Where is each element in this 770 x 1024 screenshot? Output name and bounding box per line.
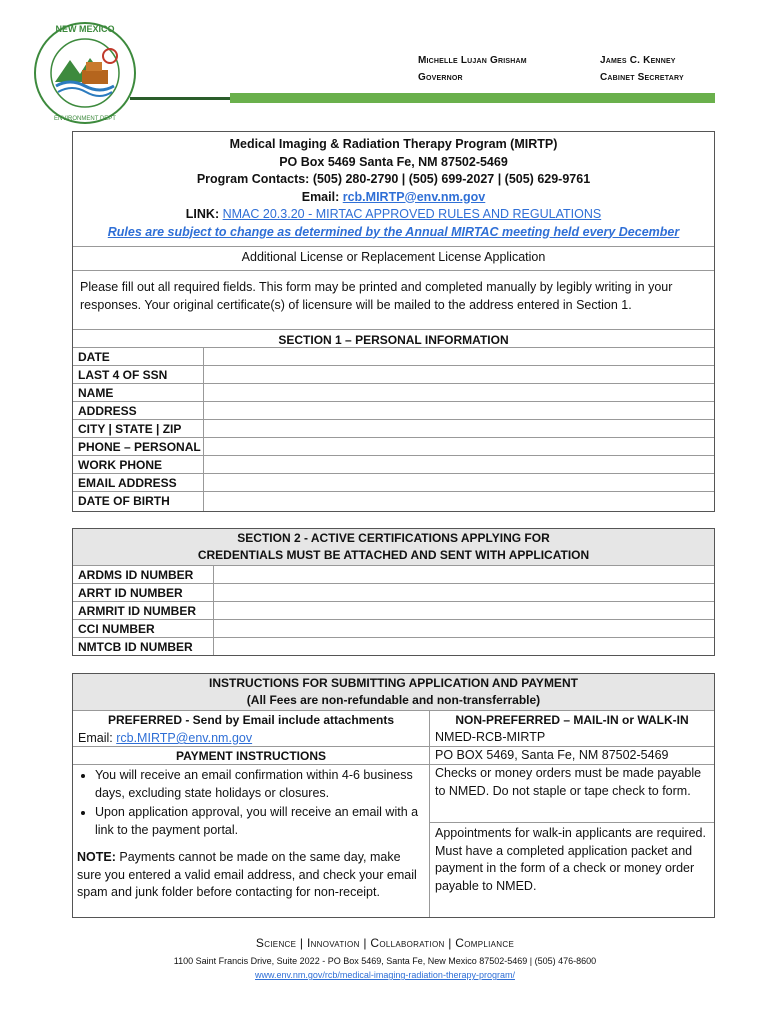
payment-bullet: • Upon application approval, you will receive an email with a link to the payment portal. [95,804,422,839]
payment-bullet: • You will receive an email confirmation within 4-6 business days, excluding state holidays or closures. [95,767,422,802]
section2-row [73,565,714,584]
section2-row [73,601,714,620]
payment-note [77,849,422,902]
section1-field-label: DATE [78,350,110,364]
section1-row [73,437,714,456]
section1-field-input[interactable] [204,492,714,510]
section1-heading: SECTION 1 – PERSONAL INFORMATION [73,329,714,348]
section1-field-label: PHONE – PERSONAL [78,440,201,454]
program-link-line [73,206,714,224]
footer-address: 1100 Saint Francis Drive, Suite 2022 - PO Box 5469, Santa Fe, New Mexico 87502-5469 | (505) 476-8600 [173,956,597,966]
section1-field-label: ADDRESS [78,404,137,418]
walkin-note: Appointments for walk-in applicants are required. Must have a completed application packet and payment in the form of a check or money order payable to NMED. [435,826,706,893]
payment-instructions [77,767,422,902]
section2-field-label: CCI NUMBER [78,622,155,636]
section1-row [73,347,714,366]
program-email-line [73,189,714,207]
nonpreferred-heading: NON-PREFERRED – MAIL-IN or WALK-IN [430,710,714,729]
section2-row [73,637,714,656]
footer-pillar: Collaboration [370,936,445,950]
section1-field-label: WORK PHONE [78,458,162,472]
nmed-logo [30,18,140,128]
program-title: Medical Imaging & Radiation Therapy Program (MIRTP) [229,137,558,151]
section1-field-input[interactable] [204,348,714,366]
instructions-heading-line2: (All Fees are non-refundable and non-transferrable) [246,693,541,707]
preferred-email-link[interactable]: rcb.MIRTP@env.nm.gov [116,731,253,745]
payment-note-text: Payments cannot be made on the same day, make sure you entered a valid email address, and check your email spam and junk folder before contacting for non-receipt. [77,850,417,899]
section2-field-input[interactable] [214,638,714,656]
form-instructions: Please fill out all required fields. This form may be printed and completed manually by legibly writing in your responses. Your original certificate(s) of licensure will be mailed to the address entered in Section 1. [80,280,673,312]
footer-pillar: Compliance [455,936,515,950]
section2-field-input[interactable] [214,584,714,602]
section2-field-label: ARDMS ID NUMBER [78,568,194,582]
svg-text:ENVIRONMENT DEPT: ENVIRONMENT DEPT [54,116,116,122]
section2-field-input[interactable] [214,602,714,620]
secretary-block [600,52,684,86]
footer-pillar: Innovation [306,936,360,950]
section2-table [72,528,715,656]
governor-block [418,52,527,86]
section1-row [73,473,714,492]
mail-line1: NMED-RCB-MIRTP [435,730,546,744]
preferred-email-line [78,729,252,747]
program-email-label: Email: [301,189,340,204]
rules-link[interactable]: NMAC 20.3.20 - MIRTAC APPROVED RULES AND REGULATIONS [222,207,602,221]
section2-field-input[interactable] [214,620,714,638]
section1-row [73,401,714,420]
instructions-heading-line1: INSTRUCTIONS FOR SUBMITTING APPLICATION AND PAYMENT [209,676,578,690]
section2-heading [73,529,714,565]
payment-bullets [77,767,422,839]
secretary-name: James C. Kenney [600,55,676,66]
section1-field-label: DATE OF BIRTH [78,494,170,508]
footer [0,936,770,980]
section2-field-label: ARMRIT ID NUMBER [78,604,196,618]
section2-heading-line2: CREDENTIALS MUST BE ATTACHED AND SENT WITH APPLICATION [197,548,590,562]
payment-note-label: NOTE: [77,850,116,864]
governor-title: Governor [418,72,463,83]
section1-row [73,455,714,474]
footer-pillar: Science [255,936,297,950]
section1-field-input[interactable] [204,420,714,438]
section1-table [72,329,715,512]
preferred-heading: PREFERRED - Send by Email include attachments [73,710,429,729]
section1-row [73,491,714,510]
section1-field-input[interactable] [204,366,714,384]
section2-row [73,583,714,602]
section1-field-label: NAME [78,386,114,400]
header-bar-accent [130,97,230,100]
section1-field-input[interactable] [204,456,714,474]
section1-field-input[interactable] [204,438,714,456]
payment-heading: PAYMENT INSTRUCTIONS [73,746,429,765]
section1-field-label: EMAIL ADDRESS [78,476,177,490]
instructions-heading [73,674,714,710]
svg-text:NEW MEXICO: NEW MEXICO [55,24,115,34]
footer-pillars [0,936,770,950]
program-email-link[interactable]: rcb.MIRTP@env.nm.gov [342,189,486,204]
rules-note: Rules are subject to change as determined by the Annual MIRTAC meeting held every December [107,224,680,239]
mail-checks-note: Checks or money orders must be made payable to NMED. Do not staple or tape check to form. [435,766,702,798]
section2-field-label: NMTCB ID NUMBER [78,640,193,654]
section1-row [73,365,714,384]
section1-field-label: LAST 4 OF SSN [78,368,168,382]
section1-row [73,383,714,402]
section1-field-input[interactable] [204,402,714,420]
program-address: PO Box 5469 Santa Fe, NM 87502-5469 [279,154,508,169]
section2-field-input[interactable] [214,566,714,584]
section1-row [73,419,714,438]
governor-name: Michelle Lujan Grisham [418,55,527,66]
preferred-email-label: Email: [78,731,113,745]
section1-field-input[interactable] [204,474,714,492]
section2-field-label: ARRT ID NUMBER [78,586,183,600]
section1-field-input[interactable] [204,384,714,402]
form-title: Additional License or Replacement License Application [241,250,546,264]
section2-heading-line1: SECTION 2 - ACTIVE CERTIFICATIONS APPLYING FOR [237,531,550,545]
mail-line2: PO BOX 5469, Santa Fe, NM 87502-5469 [435,747,669,762]
instructions-table [72,673,715,918]
footer-separator: | [363,936,367,950]
program-link-label: LINK: [185,207,220,221]
section2-row [73,619,714,638]
section1-field-label: CITY | STATE | ZIP [78,422,182,436]
program-info-box [72,131,715,358]
footer-separator: | [299,936,304,950]
program-contacts: Program Contacts: (505) 280-2790 | (505) 699-2027 | (505) 629-9761 [196,172,591,186]
header-bar [230,93,715,103]
footer-url[interactable]: www.env.nm.gov/rcb/medical-imaging-radiation-therapy-program/ [255,970,515,980]
footer-separator: | [448,936,452,950]
secretary-title: Cabinet Secretary [600,72,684,83]
